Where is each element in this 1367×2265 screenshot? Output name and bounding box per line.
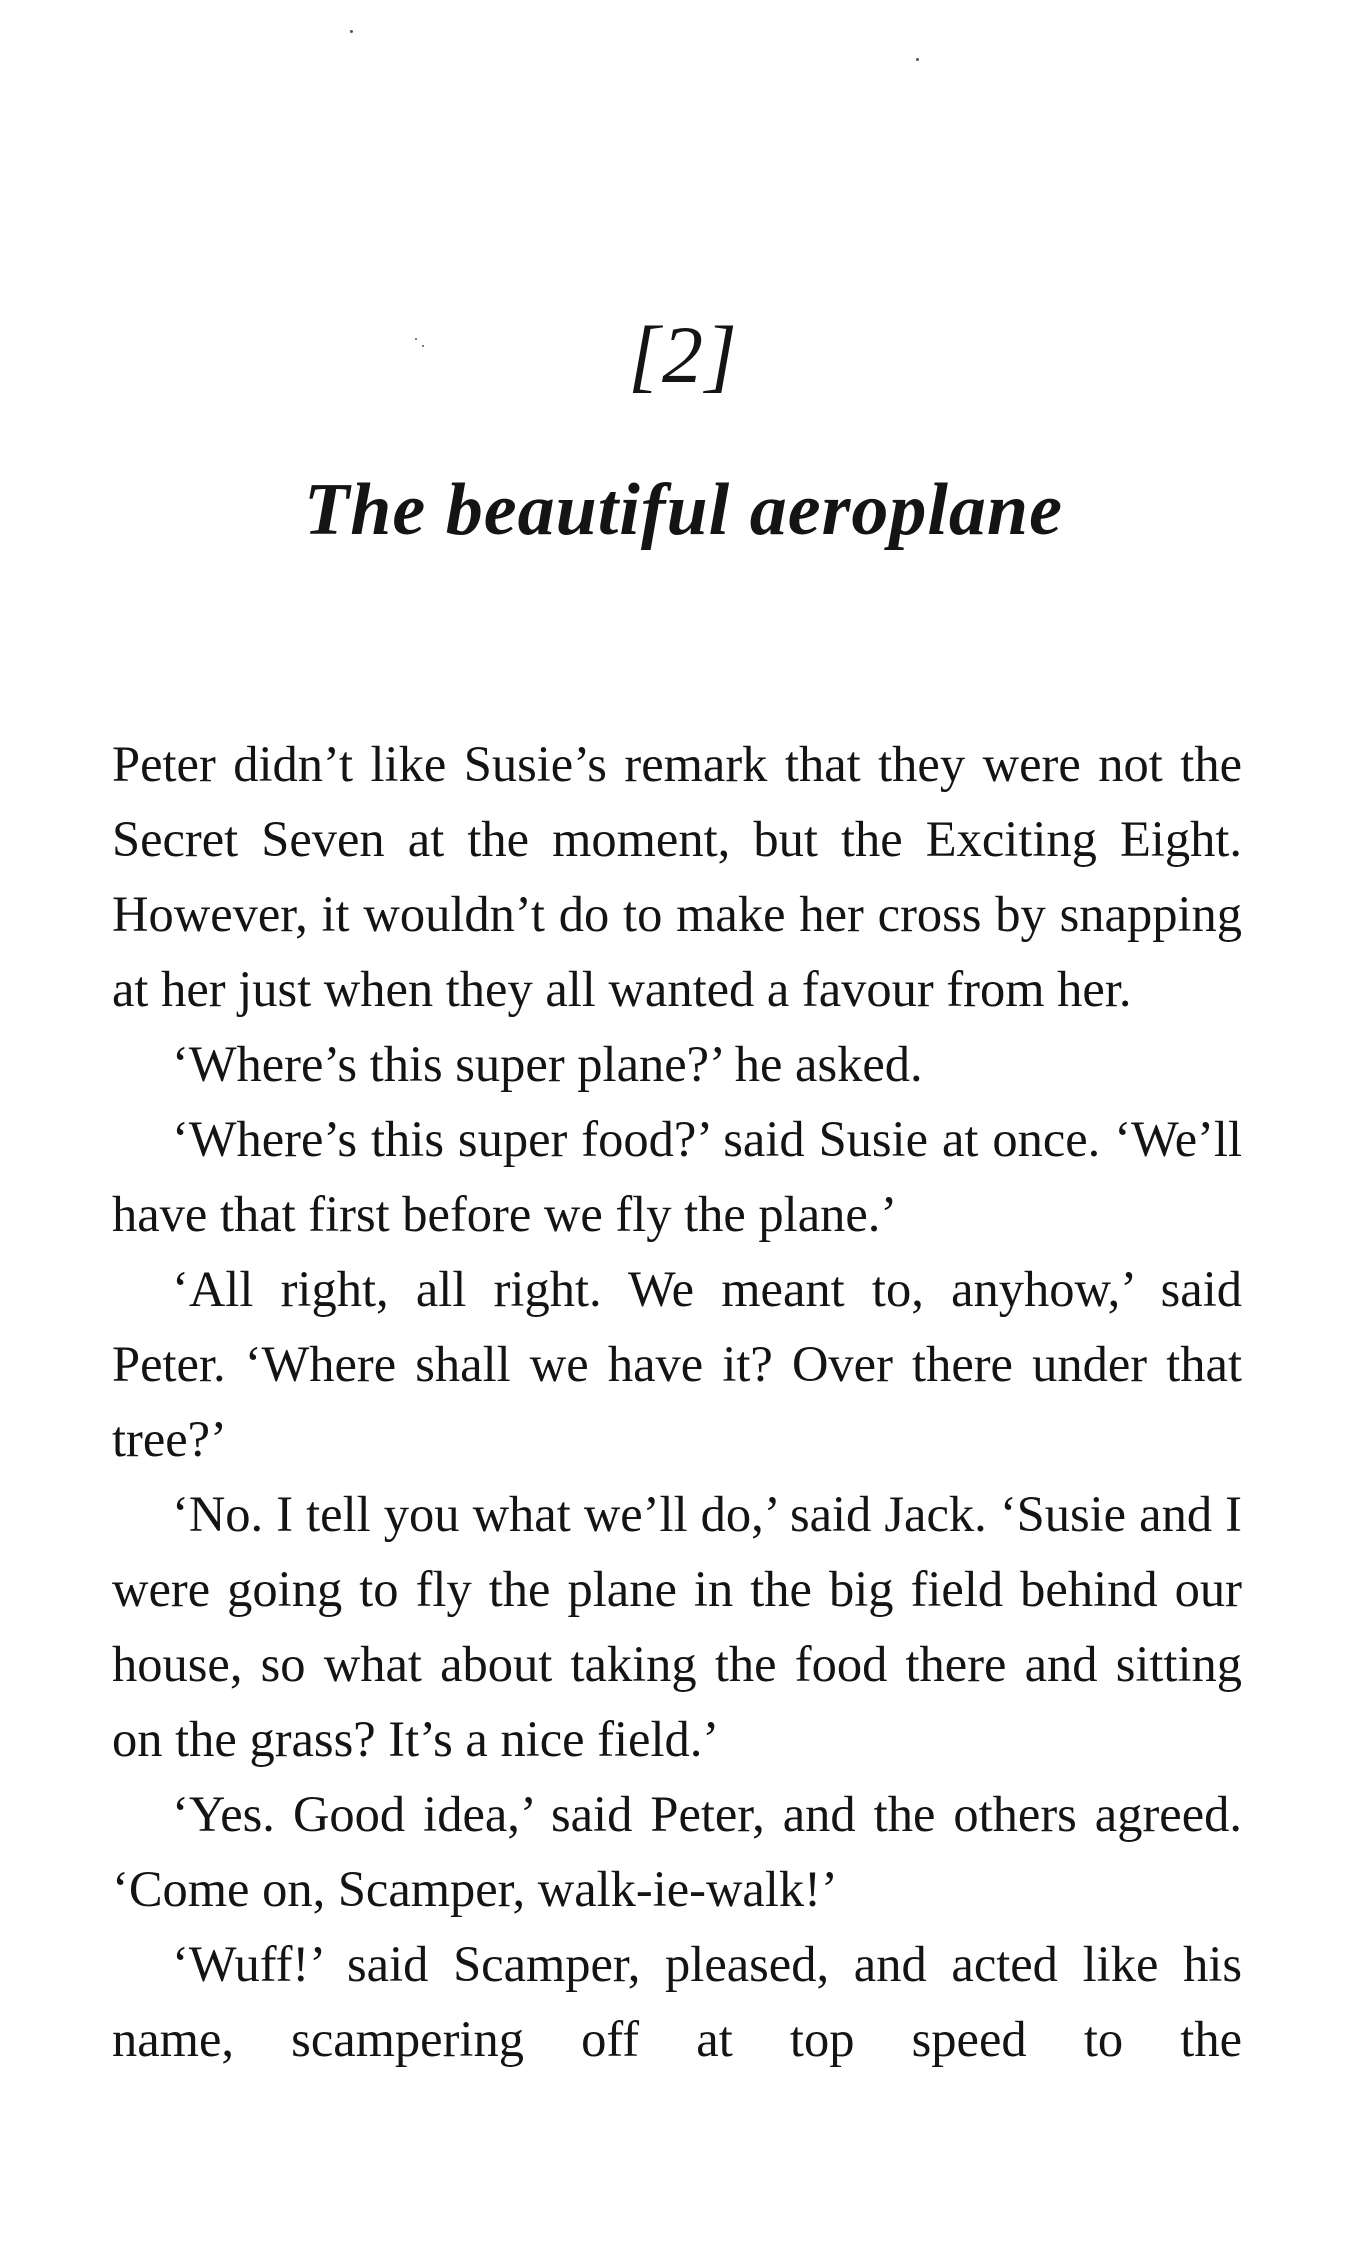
- paragraph: ‘Where’s this super food?’ said Susie at once. ‘We’ll have that first before we fly the plane.’: [112, 1111, 1242, 1242]
- paragraph: ‘Where’s this super plane?’ he asked.: [172, 1036, 923, 1092]
- paragraph: Peter didn’t like Susie’s remark that they were not the Secret Seven at the moment, but the Exciting Eight. However, it wouldn’t do to make her cross by snapping at her just when they all wanted a favour from her.: [112, 736, 1242, 1017]
- paper-speck: [350, 30, 353, 33]
- paragraph: ‘No. I tell you what we’ll do,’ said Jack. ‘Susie and I were going to fly the plane in the big field behind our house, so what about taking the food there and sitting on the grass? It’s a nice field.’: [112, 1486, 1242, 1767]
- chapter-number: [2]: [628, 309, 739, 400]
- paper-speck: [916, 58, 919, 61]
- chapter-title: The beautiful aeroplane: [304, 469, 1063, 551]
- chapter-body: [112, 727, 1242, 2077]
- paragraph: ‘All right, all right. We meant to, anyhow,’ said Peter. ‘Where shall we have it? Over there under that tree?’: [112, 1261, 1242, 1467]
- paragraph: ‘Yes. Good idea,’ said Peter, and the others agreed. ‘Come on, Scamper, walk-ie-walk!’: [112, 1786, 1242, 1917]
- paragraph: ‘Wuff!’ said Scamper, pleased, and acted like his name, scampering off at top speed to the: [112, 1936, 1242, 2067]
